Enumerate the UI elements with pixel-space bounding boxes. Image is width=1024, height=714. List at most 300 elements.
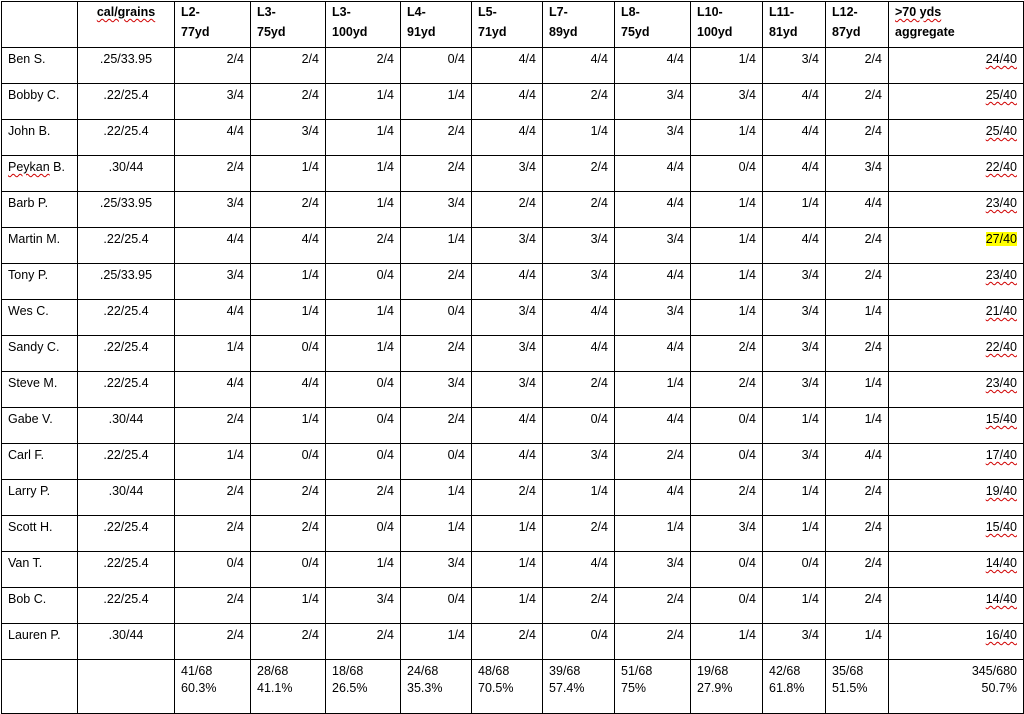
score-cell-text: 4/4 — [666, 160, 684, 174]
aggregate-cell — [889, 48, 1024, 84]
aggregate-cell — [889, 480, 1024, 516]
score-cell — [326, 624, 401, 660]
score-cell — [175, 156, 251, 192]
score-cell-text: 4/4 — [226, 376, 244, 390]
shooter-name-text: Barb P. — [8, 196, 49, 210]
header-l4-line2: 91yd — [407, 25, 436, 39]
score-cell — [401, 120, 472, 156]
score-cell-text: 4/4 — [518, 52, 536, 66]
score-cell — [175, 408, 251, 444]
score-cell — [543, 516, 615, 552]
score-cell — [175, 84, 251, 120]
score-cell — [763, 408, 826, 444]
score-cell — [691, 444, 763, 480]
score-cell — [251, 336, 326, 372]
score-cell-text: 3/4 — [518, 340, 536, 354]
score-cell-text: 2/4 — [864, 556, 882, 570]
score-cell — [826, 480, 889, 516]
score-cell-text: 2/4 — [864, 232, 882, 246]
score-cell-text: 1/4 — [590, 484, 608, 498]
score-cell-text: 1/4 — [447, 520, 465, 534]
score-cell-text: 1/4 — [738, 52, 756, 66]
shooter-name-text: Gabe V. — [8, 412, 53, 426]
score-cell — [763, 228, 826, 264]
score-cell-text: 2/4 — [518, 484, 536, 498]
score-cell — [401, 84, 472, 120]
aggregate-cell-text: 25/40 — [985, 124, 1017, 138]
shooter-name — [2, 264, 78, 300]
score-cell — [175, 588, 251, 624]
total-count: 42/68 — [769, 664, 801, 678]
score-cell — [615, 372, 691, 408]
score-cell-text: 3/4 — [226, 196, 244, 210]
score-cell-text: 1/4 — [447, 484, 465, 498]
score-cell — [472, 336, 543, 372]
cal-grains-cell — [78, 336, 175, 372]
total-count: 35/68 — [832, 664, 864, 678]
score-cell — [175, 372, 251, 408]
score-cell-text: 2/4 — [301, 484, 319, 498]
score-cell-text: 0/4 — [738, 448, 756, 462]
score-cell — [615, 444, 691, 480]
total-count: 24/68 — [407, 664, 439, 678]
header-l5-line1: L5- — [478, 5, 497, 19]
score-cell — [472, 588, 543, 624]
score-cell — [615, 48, 691, 84]
total-percent: 70.5% — [478, 681, 514, 695]
score-cell — [826, 264, 889, 300]
score-cell-text: 3/4 — [226, 268, 244, 282]
score-cell-text: 1/4 — [801, 412, 819, 426]
shooter-name — [2, 552, 78, 588]
score-cell — [326, 408, 401, 444]
shooter-name — [2, 228, 78, 264]
score-cell-text: 4/4 — [590, 304, 608, 318]
score-cell — [691, 480, 763, 516]
shooter-name-text: Wes C. — [8, 304, 49, 318]
header-l4-line1: L4- — [407, 5, 426, 19]
aggregate-cell — [889, 516, 1024, 552]
score-cell-text: 0/4 — [301, 340, 319, 354]
cal-grains-cell — [78, 552, 175, 588]
score-cell-text: 2/4 — [301, 52, 319, 66]
score-cell-text: 3/4 — [666, 232, 684, 246]
score-cell — [472, 552, 543, 588]
score-cell-text: 4/4 — [864, 196, 882, 210]
shooter-name — [2, 588, 78, 624]
aggregate-cell — [889, 588, 1024, 624]
score-cell-text: 2/4 — [738, 484, 756, 498]
total-percent: 61.8% — [769, 681, 805, 695]
total-cell — [826, 660, 889, 714]
shooter-name-text: Scott H. — [8, 520, 53, 534]
score-cell — [691, 300, 763, 336]
score-cell — [763, 84, 826, 120]
cal-grains-cell-text: .22/25.4 — [103, 556, 149, 570]
shooter-name-text: Lauren P. — [8, 628, 61, 642]
score-cell — [615, 588, 691, 624]
score-cell-text: 2/4 — [226, 592, 244, 606]
score-cell-text: 4/4 — [666, 340, 684, 354]
header-l10-line1: L10- — [697, 5, 723, 19]
score-cell-text: 0/4 — [376, 520, 394, 534]
aggregate-cell — [889, 336, 1024, 372]
score-cell — [543, 372, 615, 408]
score-cell — [472, 120, 543, 156]
header-l3-75 — [251, 2, 326, 48]
shooter-name — [2, 444, 78, 480]
score-cell — [401, 228, 472, 264]
score-cell-text: 4/4 — [590, 52, 608, 66]
score-cell-text: 2/4 — [864, 484, 882, 498]
score-cell — [401, 264, 472, 300]
score-cell-text: 2/4 — [590, 160, 608, 174]
score-cell-text: 2/4 — [590, 592, 608, 606]
score-cell — [826, 588, 889, 624]
header-aggregate-line2: aggregate — [895, 25, 955, 39]
score-cell — [251, 300, 326, 336]
cal-grains-cell-text: .25/33.95 — [99, 268, 153, 282]
cal-grains-cell — [78, 372, 175, 408]
score-cell-text: 1/4 — [447, 628, 465, 642]
score-cell — [326, 300, 401, 336]
score-cell-text: 1/4 — [864, 304, 882, 318]
shooter-name — [2, 480, 78, 516]
score-cell-text: 1/4 — [301, 268, 319, 282]
table-row — [2, 48, 1024, 84]
shooter-name-text: Tony P. — [8, 268, 49, 282]
score-cell-text: 2/4 — [590, 196, 608, 210]
shooter-name — [2, 48, 78, 84]
score-cell-text: 1/4 — [301, 592, 319, 606]
total-count: 28/68 — [257, 664, 289, 678]
score-cell-text: 3/4 — [864, 160, 882, 174]
score-cell-text: 4/4 — [301, 376, 319, 390]
score-cell-text: 4/4 — [226, 232, 244, 246]
cal-grains-cell-text: .30/44 — [108, 484, 144, 498]
score-cell-text: 0/4 — [376, 376, 394, 390]
total-percent: 41.1% — [257, 681, 293, 695]
score-cell — [543, 120, 615, 156]
score-cell — [251, 228, 326, 264]
score-cell-text: 0/4 — [376, 412, 394, 426]
score-cell — [763, 444, 826, 480]
table-row — [2, 228, 1024, 264]
score-cell-text: 1/4 — [864, 628, 882, 642]
score-cell-text: 3/4 — [801, 304, 819, 318]
score-cell-text: 2/4 — [226, 628, 244, 642]
cal-grains-cell-text: .22/25.4 — [103, 304, 149, 318]
score-cell — [615, 552, 691, 588]
score-cell-text: 0/4 — [447, 52, 465, 66]
score-cell — [326, 516, 401, 552]
score-cell-text: 0/4 — [738, 556, 756, 570]
total-percent: 57.4% — [549, 681, 585, 695]
header-name — [2, 2, 78, 48]
score-cell-text: 1/4 — [376, 124, 394, 138]
score-cell-text: 0/4 — [590, 628, 608, 642]
score-cell — [326, 336, 401, 372]
score-cell-text: 2/4 — [301, 520, 319, 534]
score-cell-text: 1/4 — [590, 124, 608, 138]
table-row — [2, 408, 1024, 444]
score-cell-text: 1/4 — [376, 88, 394, 102]
score-cell-text: 2/4 — [590, 520, 608, 534]
score-cell — [543, 264, 615, 300]
score-cell-text: 2/4 — [864, 520, 882, 534]
score-cell — [691, 588, 763, 624]
score-cell-text: 0/4 — [738, 412, 756, 426]
aggregate-cell-text: 19/40 — [985, 484, 1017, 498]
table-row — [2, 552, 1024, 588]
table-row — [2, 192, 1024, 228]
table-row — [2, 444, 1024, 480]
score-cell — [691, 552, 763, 588]
score-cell-text: 0/4 — [376, 268, 394, 282]
aggregate-cell — [889, 408, 1024, 444]
score-cell — [326, 84, 401, 120]
aggregate-cell-text: 21/40 — [985, 304, 1017, 318]
score-cell-text: 0/4 — [447, 592, 465, 606]
score-cell-text: 4/4 — [666, 196, 684, 210]
score-cell — [615, 408, 691, 444]
score-cell-text: 4/4 — [666, 52, 684, 66]
score-cell-text: 1/4 — [738, 628, 756, 642]
total-count: 48/68 — [478, 664, 510, 678]
header-l2-line2: 77yd — [181, 25, 210, 39]
score-cell — [472, 264, 543, 300]
total-cell — [401, 660, 472, 714]
score-cell — [826, 120, 889, 156]
header-l4 — [401, 2, 472, 48]
score-cell-text: 2/4 — [666, 628, 684, 642]
header-l8 — [615, 2, 691, 48]
table-body — [2, 48, 1024, 714]
score-cell-text: 0/4 — [590, 412, 608, 426]
score-cell — [543, 444, 615, 480]
score-cell — [175, 336, 251, 372]
score-cell-text: 2/4 — [447, 340, 465, 354]
score-cell — [401, 408, 472, 444]
score-cell — [691, 228, 763, 264]
total-aggregate-count: 345/680 — [971, 664, 1017, 678]
score-cell — [401, 372, 472, 408]
score-cell — [615, 192, 691, 228]
score-cell — [615, 264, 691, 300]
header-l2 — [175, 2, 251, 48]
score-cell-text: 4/4 — [801, 232, 819, 246]
aggregate-cell-text: 22/40 — [985, 160, 1017, 174]
score-cell — [326, 480, 401, 516]
score-cell-text: 3/4 — [801, 376, 819, 390]
score-cell — [326, 156, 401, 192]
score-cell-text: 2/4 — [666, 592, 684, 606]
table-row — [2, 156, 1024, 192]
cal-grains-cell — [78, 156, 175, 192]
total-cell — [251, 660, 326, 714]
score-cell — [401, 552, 472, 588]
score-cell — [251, 120, 326, 156]
cal-grains-cell — [78, 264, 175, 300]
header-l7-line1: L7- — [549, 5, 568, 19]
score-cell-text: 1/4 — [801, 484, 819, 498]
score-cell — [763, 192, 826, 228]
score-cell — [826, 336, 889, 372]
score-cell — [543, 624, 615, 660]
score-cell — [175, 228, 251, 264]
score-cell — [615, 228, 691, 264]
score-cell-text: 1/4 — [518, 592, 536, 606]
header-l12-line1: L12- — [832, 5, 858, 19]
score-cell-text: 2/4 — [301, 196, 319, 210]
header-l11 — [763, 2, 826, 48]
score-cell-text: 4/4 — [666, 268, 684, 282]
score-cell — [826, 624, 889, 660]
score-cell-text: 3/4 — [801, 52, 819, 66]
score-cell-text: 2/4 — [376, 484, 394, 498]
header-cal-label: cal/grains — [96, 5, 156, 19]
score-cell — [175, 624, 251, 660]
shooter-name-text: Bobby C. — [8, 88, 60, 102]
score-cell — [251, 624, 326, 660]
score-cell — [251, 264, 326, 300]
score-cell-text: 3/4 — [447, 556, 465, 570]
aggregate-cell-text: 14/40 — [985, 592, 1017, 606]
aggregate-cell — [889, 228, 1024, 264]
score-cell-text: 4/4 — [518, 268, 536, 282]
aggregate-cell — [889, 372, 1024, 408]
score-cell-text: 0/4 — [738, 592, 756, 606]
shooter-name — [2, 336, 78, 372]
shooter-name-text: Ben S. — [8, 52, 46, 66]
cal-grains-cell — [78, 84, 175, 120]
score-cell — [401, 300, 472, 336]
score-cell-text: 0/4 — [376, 448, 394, 462]
score-cell-text: 0/4 — [226, 556, 244, 570]
score-cell-text: 3/4 — [666, 556, 684, 570]
score-cell — [401, 516, 472, 552]
score-cell-text: 4/4 — [801, 88, 819, 102]
shooter-name — [2, 300, 78, 336]
score-cell-text: 4/4 — [226, 304, 244, 318]
aggregate-highlighted: 27/40 — [985, 232, 1017, 246]
score-cell — [472, 84, 543, 120]
header-cal-grains — [78, 2, 175, 48]
score-cell — [826, 48, 889, 84]
score-cell — [615, 480, 691, 516]
score-cell — [472, 516, 543, 552]
score-cell-text: 3/4 — [801, 448, 819, 462]
aggregate-cell — [889, 444, 1024, 480]
score-cell — [472, 228, 543, 264]
total-cell — [175, 660, 251, 714]
score-cell — [175, 264, 251, 300]
score-cell-text: 1/4 — [376, 304, 394, 318]
score-cell-text: 4/4 — [590, 556, 608, 570]
score-cell — [543, 300, 615, 336]
score-cell-text: 4/4 — [801, 160, 819, 174]
score-cell — [826, 156, 889, 192]
cal-grains-cell — [78, 300, 175, 336]
score-cell — [763, 480, 826, 516]
score-cell — [615, 624, 691, 660]
score-cell-text: 2/4 — [864, 88, 882, 102]
header-l2-line1: L2- — [181, 5, 200, 19]
score-cell — [401, 48, 472, 84]
score-cell — [691, 408, 763, 444]
score-cell — [763, 120, 826, 156]
score-cell-text: 4/4 — [666, 412, 684, 426]
shooter-name-text: Steve M. — [8, 376, 58, 390]
score-cell — [401, 444, 472, 480]
table-row — [2, 264, 1024, 300]
score-cell — [615, 336, 691, 372]
score-cell-text: 2/4 — [226, 412, 244, 426]
score-cell-text: 3/4 — [447, 196, 465, 210]
cal-grains-cell-text: .22/25.4 — [103, 124, 149, 138]
table-row — [2, 516, 1024, 552]
score-cell-text: 2/4 — [864, 124, 882, 138]
score-cell — [763, 372, 826, 408]
score-cell — [543, 480, 615, 516]
score-cell-text: 4/4 — [301, 232, 319, 246]
score-cell-text: 1/4 — [738, 124, 756, 138]
score-cell — [543, 48, 615, 84]
table-row — [2, 300, 1024, 336]
score-cell — [472, 156, 543, 192]
shooter-name — [2, 408, 78, 444]
score-cell-text: 2/4 — [518, 196, 536, 210]
score-cell — [826, 192, 889, 228]
score-cell — [326, 588, 401, 624]
table-row — [2, 480, 1024, 516]
header-l3-100 — [326, 2, 401, 48]
total-aggregate-cell — [889, 660, 1024, 714]
aggregate-cell-text: 24/40 — [985, 52, 1017, 66]
score-cell-text: 1/4 — [801, 520, 819, 534]
score-cell-text: 2/4 — [864, 52, 882, 66]
score-cell — [472, 480, 543, 516]
score-cell — [401, 192, 472, 228]
score-cell-text: 3/4 — [226, 88, 244, 102]
header-l8-line1: L8- — [621, 5, 640, 19]
table-header — [2, 2, 1024, 48]
header-aggregate-line1: >70 yds — [895, 5, 942, 19]
score-cell — [175, 516, 251, 552]
score-cell — [763, 516, 826, 552]
score-cell-text: 2/4 — [376, 232, 394, 246]
shooter-name — [2, 192, 78, 228]
score-cell-text: 4/4 — [518, 88, 536, 102]
score-cell — [691, 264, 763, 300]
score-cell-text: 1/4 — [447, 88, 465, 102]
score-cell-text: 2/4 — [864, 340, 882, 354]
score-cell-text: 4/4 — [518, 412, 536, 426]
cal-grains-cell — [78, 624, 175, 660]
aggregate-cell-text: 23/40 — [985, 196, 1017, 210]
score-cell — [472, 192, 543, 228]
score-cell-text: 2/4 — [590, 88, 608, 102]
table-row — [2, 372, 1024, 408]
score-cell — [826, 444, 889, 480]
score-cell-text: 2/4 — [376, 52, 394, 66]
shooter-name — [2, 156, 78, 192]
header-l11-line1: L11- — [769, 5, 795, 19]
score-cell-text: 3/4 — [301, 124, 319, 138]
header-l5-line2: 71yd — [478, 25, 507, 39]
header-l11-line2: 81yd — [769, 25, 798, 39]
score-cell-text: 2/4 — [226, 52, 244, 66]
